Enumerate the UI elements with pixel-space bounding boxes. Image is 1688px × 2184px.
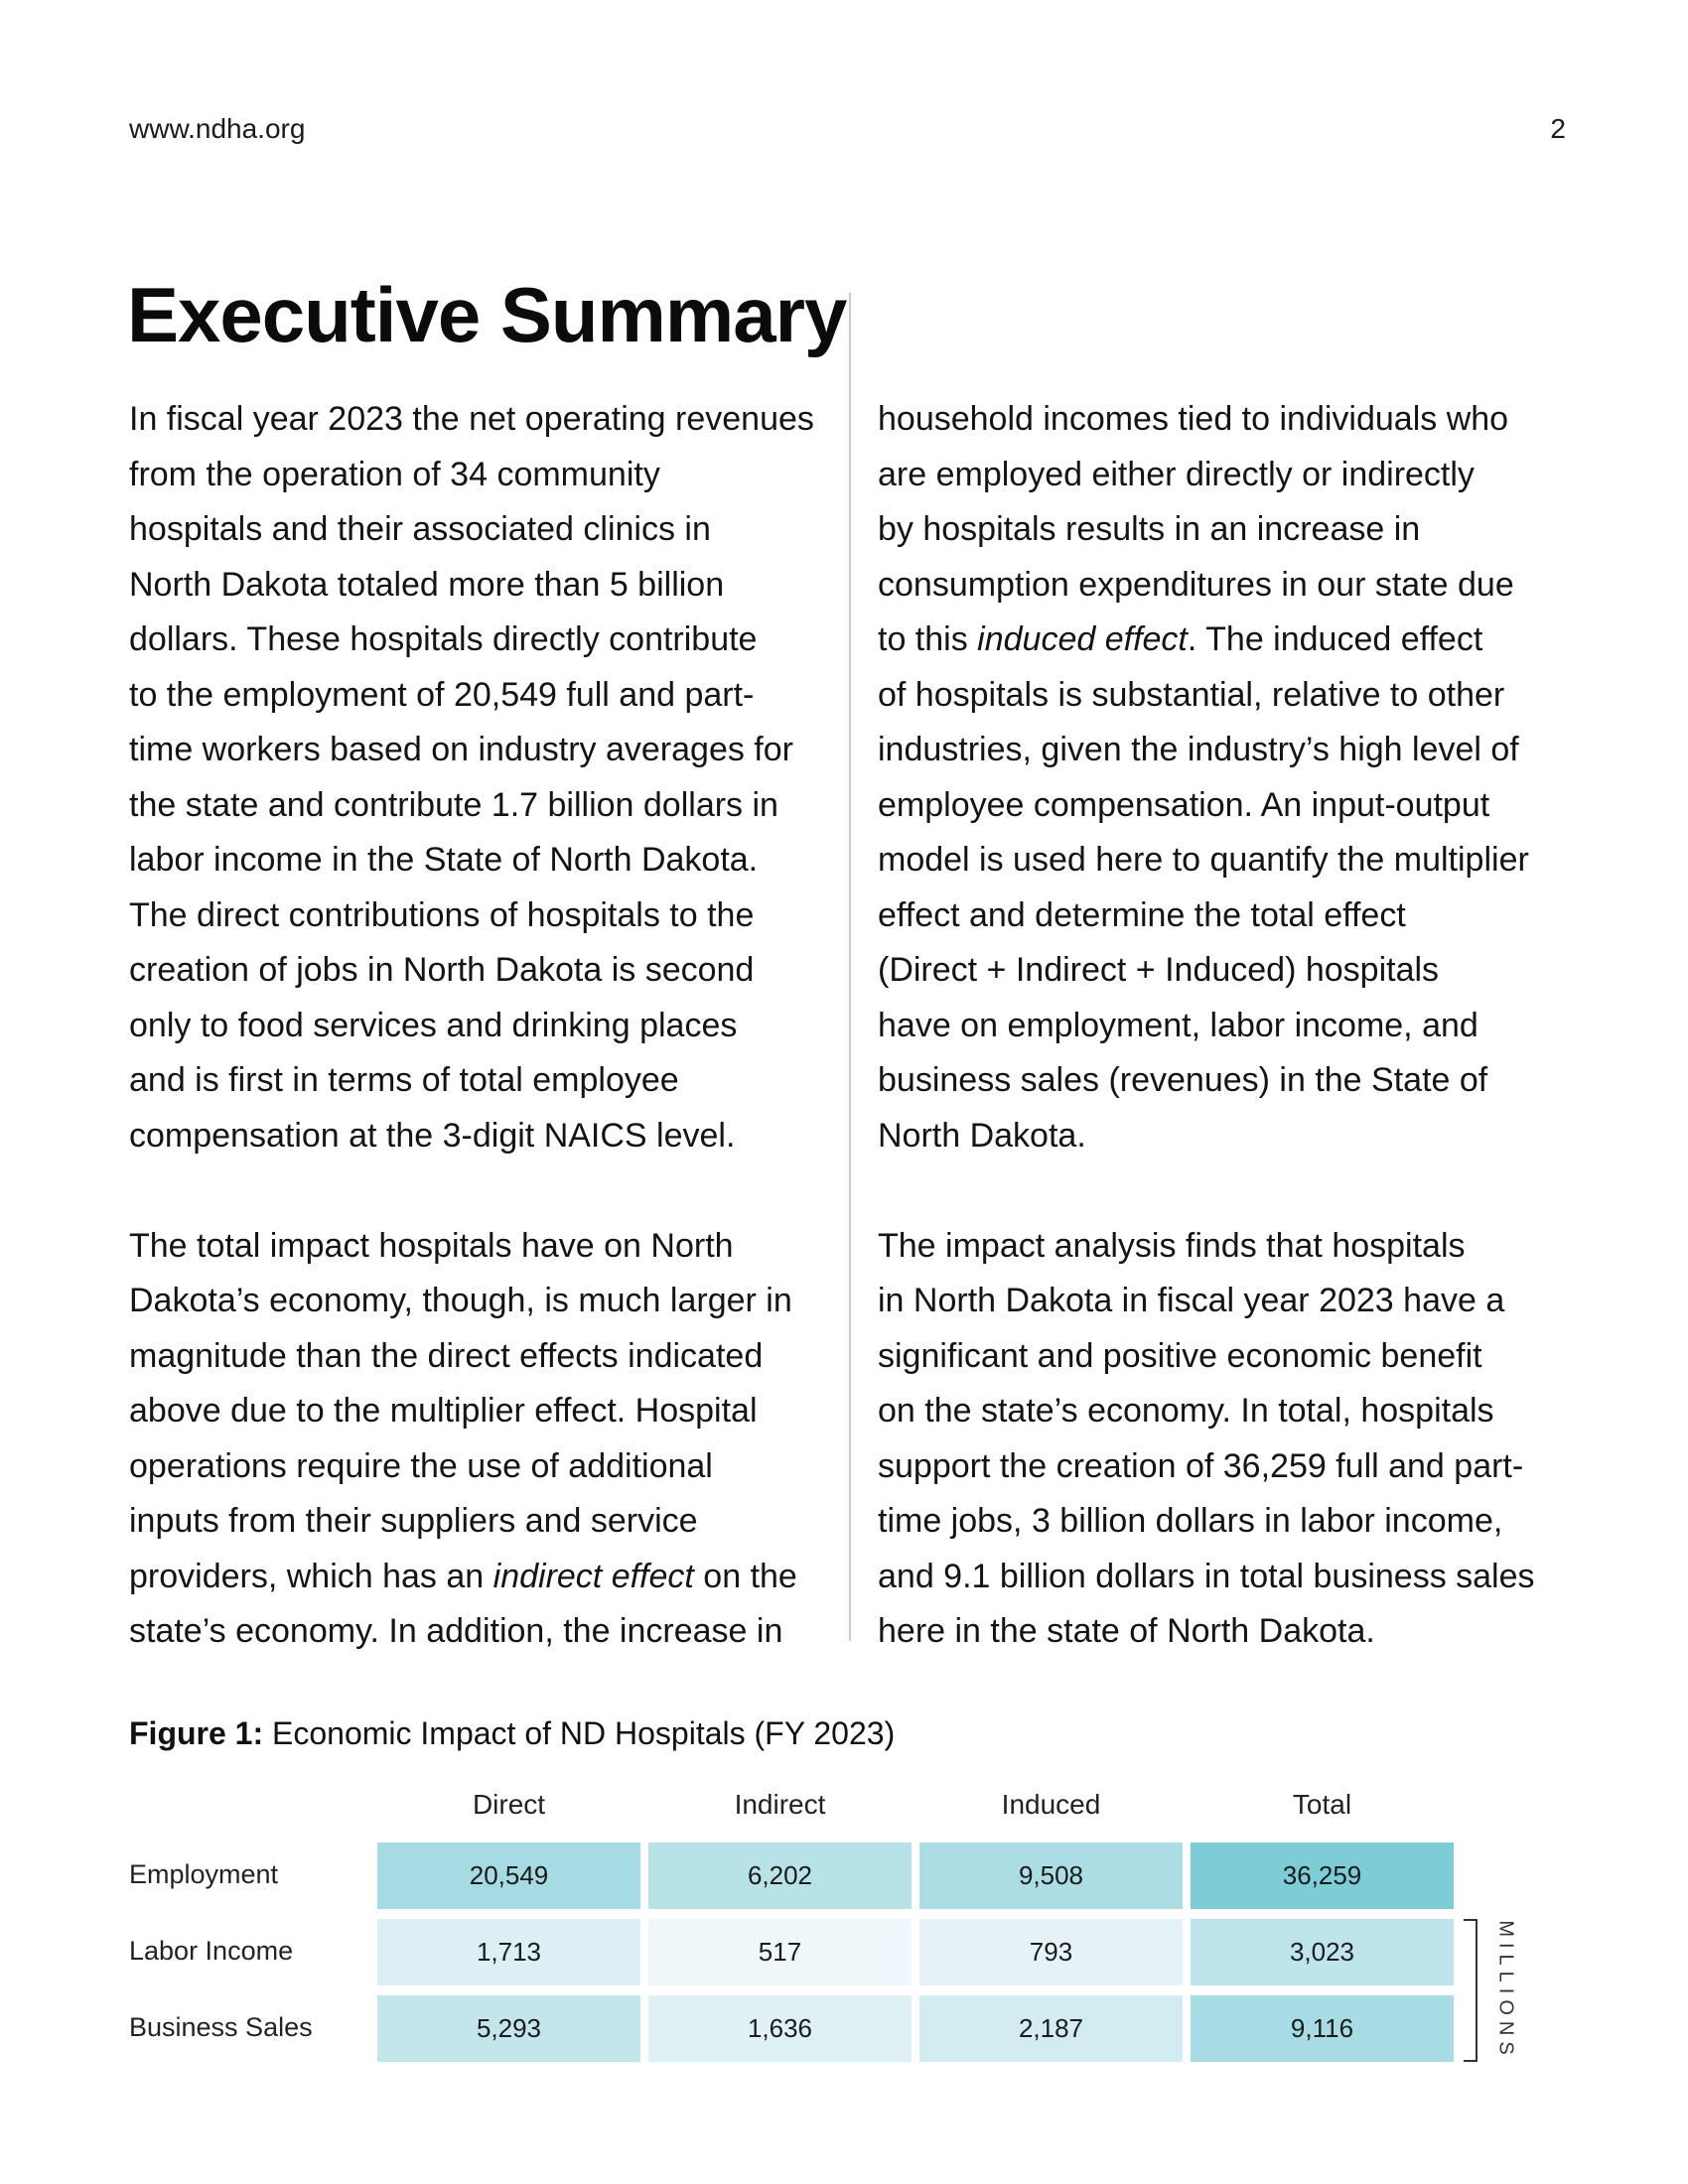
text-fragment: providers, which has an — [129, 1557, 493, 1595]
paragraph — [878, 1219, 1578, 1660]
text-line: of hospitals is substantial, relative to other — [878, 675, 1505, 714]
text-line: state’s economy. In addition, the increase in — [129, 1612, 783, 1650]
row-label: Labor Income — [129, 1936, 294, 1966]
table-cell: 793 — [919, 1919, 1183, 1985]
text-line: household incomes tied to individuals who — [878, 400, 1509, 438]
text-line: operations require the use of additional — [129, 1446, 713, 1485]
text-line: by hospitals results in an increase in — [878, 510, 1421, 548]
page-title: Executive Summary — [127, 271, 847, 358]
paragraph — [129, 1219, 839, 1660]
text-line: creation of jobs in North Dakota is second — [129, 951, 755, 989]
text-line: effect and determine the total effect — [878, 895, 1406, 934]
table-cell: 3,023 — [1191, 1919, 1454, 1985]
text-line: here in the state of North Dakota. — [878, 1612, 1375, 1650]
table-cell: 1,713 — [377, 1919, 640, 1985]
text-fragment: on the — [693, 1557, 797, 1595]
text-line: (Direct + Indirect + Induced) hospitals — [878, 951, 1440, 989]
table-cell: 5,293 — [377, 1995, 640, 2062]
text-line: labor income in the State of North Dakota. — [129, 841, 759, 879]
text-line: industries, given the industry’s high level of — [878, 731, 1519, 768]
text-line: above due to the multiplier effect. Hospital — [129, 1392, 758, 1430]
figure-title: Economic Impact of ND Hospitals (FY 2023) — [263, 1715, 896, 1751]
text-line: North Dakota totaled more than 5 billion — [129, 565, 725, 604]
text-line: Dakota’s economy, though, is much larger in — [129, 1282, 792, 1319]
column-header: Induced — [1001, 1789, 1101, 1820]
text-line: and is first in terms of total employee — [129, 1061, 679, 1099]
text-line: to the employment of 20,549 full and part- — [129, 675, 755, 714]
text-line: consumption expenditures in our state due — [878, 565, 1514, 604]
text-line: magnitude than the direct effects indicated — [129, 1336, 764, 1375]
text-line: in North Dakota in fiscal year 2023 have a — [878, 1282, 1505, 1319]
emphasis-text: induced effect — [977, 620, 1188, 658]
table-cell: 36,259 — [1191, 1843, 1454, 1909]
table-cell: 20,549 — [377, 1843, 640, 1909]
column-divider — [849, 293, 851, 1641]
text-line: The direct contributions of hospitals to the — [129, 895, 755, 934]
page-number: 2 — [1550, 113, 1566, 144]
text-line: dollars. These hospitals directly contribute — [129, 620, 758, 658]
row-label: Employment — [129, 1859, 279, 1889]
text-line: support the creation of 36,259 full and part- — [878, 1446, 1524, 1485]
text-line — [129, 1550, 839, 1605]
text-line: hospitals and their associated clinics in — [129, 510, 711, 548]
text-line: business sales (revenues) in the State of — [878, 1061, 1488, 1099]
table-cell: 9,116 — [1191, 1995, 1454, 2062]
text-line: from the operation of 34 community — [129, 455, 660, 493]
text-line: significant and positive economic benefit — [878, 1336, 1482, 1375]
table-cell: 517 — [648, 1919, 912, 1985]
emphasis-text: indirect effect — [492, 1557, 694, 1595]
text-line: the state and contribute 1.7 billion dollars in — [129, 785, 778, 824]
left-column — [129, 392, 839, 1714]
column-header: Direct — [472, 1789, 546, 1820]
paragraph — [129, 392, 839, 1163]
text-line: The impact analysis finds that hospitals — [878, 1226, 1466, 1265]
text-line: model is used here to quantify the multiplier — [878, 841, 1529, 879]
table-cell: 2,187 — [919, 1995, 1183, 2062]
text-line: compensation at the 3-digit NAICS level. — [129, 1116, 736, 1155]
text-line: inputs from their suppliers and service — [129, 1502, 698, 1540]
right-column — [878, 392, 1578, 1714]
column-header: Total — [1292, 1789, 1352, 1820]
text-line: only to food services and drinking places — [129, 1006, 738, 1044]
units-label: MILLIONS — [1494, 1920, 1517, 2061]
text-fragment: . The induced effect — [1187, 620, 1483, 658]
figure-label: Figure 1: — [129, 1715, 264, 1751]
text-line: and 9.1 billion dollars in total business sales — [878, 1557, 1535, 1595]
paragraph — [878, 392, 1578, 1163]
text-fragment: to this — [878, 620, 978, 658]
table-cell: 9,508 — [919, 1843, 1183, 1909]
text-line: are employed either directly or indirectly — [878, 455, 1475, 493]
text-line: time workers based on industry averages for — [129, 731, 793, 768]
text-line: employee compensation. An input-output — [878, 785, 1490, 824]
text-line — [878, 613, 1578, 668]
text-line: The total impact hospitals have on North — [129, 1226, 734, 1265]
table-cell: 1,636 — [648, 1995, 912, 2062]
text-line: North Dakota. — [878, 1116, 1086, 1155]
text-line: have on employment, labor income, and — [878, 1006, 1478, 1044]
column-header: Indirect — [734, 1789, 826, 1820]
millions-bracket — [1464, 1919, 1477, 2062]
site-url: www.ndha.org — [129, 113, 306, 144]
text-line: on the state’s economy. In total, hospitals — [878, 1392, 1494, 1430]
text-line: time jobs, 3 billion dollars in labor income, — [878, 1502, 1503, 1540]
figure-caption — [129, 1715, 895, 1752]
table-cell: 6,202 — [648, 1843, 912, 1909]
row-label: Business Sales — [129, 2012, 313, 2042]
text-line: In fiscal year 2023 the net operating revenues — [129, 400, 814, 438]
